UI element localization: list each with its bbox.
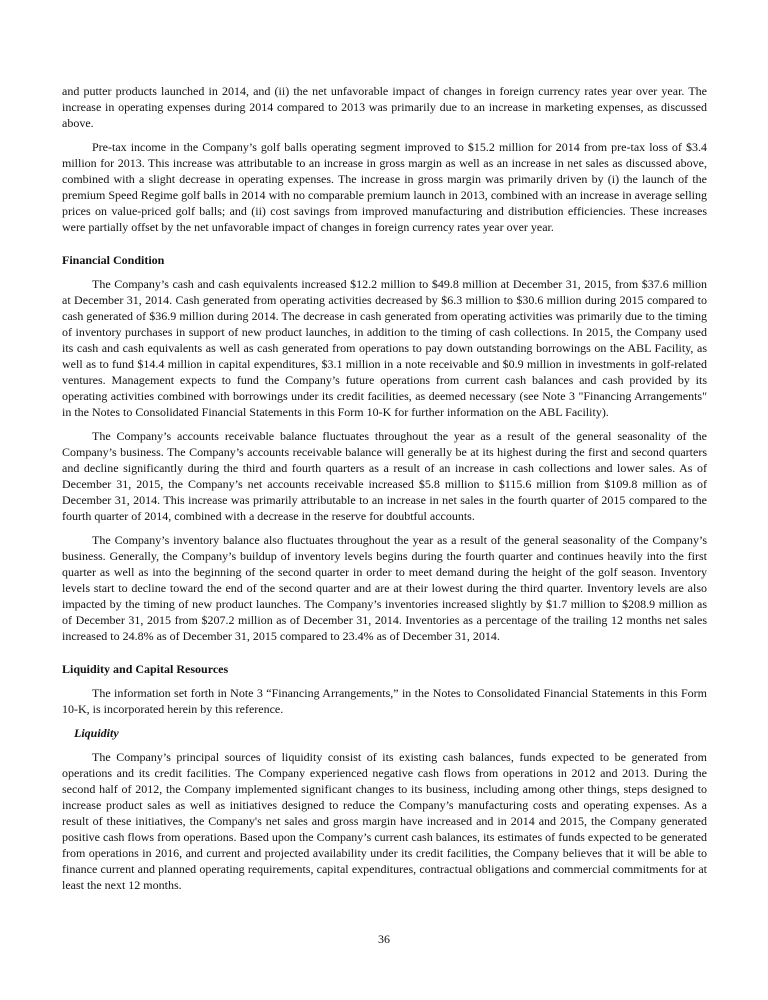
paragraph-inventory: The Company’s inventory balance also fluctuates throughout the year as a result of the general seasonality of the Company’s business. Generally, the Company’s buildup of inventory levels begins during the fourth quarter and continues heavily into the first quarter as well as into the beginning of the second quarter in order to meet demand during the height of the golf season. Inventory levels start to decline toward the end of the second quarter and are at their lowest during the third quarter. Inventory levels are also impacted by the timing of new product launches. The Company’s inventories increased slightly by $1.7 million to $208.9 million as of December 31, 2015 from $207.2 million as of December 31, 2014. Inventories as a percentage of the trailing 12 months net sales increased to 24.8% as of December 31, 2015 compared to 23.4% as of December 31, 2014. (62, 533, 707, 643)
paragraph-golf-balls-pretax: Pre-tax income in the Company’s golf balls operating segment improved to $15.2 million for 2014 from pre-tax loss of $3.4 million for 2013. This increase was attributable to an increase in gross margin as well as an increase in net sales as discussed above, combined with a slight decrease in operating expenses. The increase in gross margin was primarily driven by (i) the launch of the premium Speed Regime golf balls in 2014 with no comparable premium launch in 2013, combined with an increase in average selling prices on value-priced golf balls; and (ii) cost savings from improved manufacturing and distribution efficiencies. These increases were partially offset by the net unfavorable impact of changes in foreign currency rates year over year. (62, 140, 707, 234)
paragraph-financing-note: The information set forth in Note 3 “Financing Arrangements,” in the Notes to Consolidated Financial Statements in this Form 10-K, is incorporated herein by this reference. (62, 686, 707, 716)
document-page (62, 83, 707, 901)
page-number: 36 (378, 932, 390, 946)
paragraph-cash: The Company’s cash and cash equivalents increased $12.2 million to $49.8 million at December 31, 2015, from $37.6 million at December 31, 2014. Cash generated from operating activities decreased by $6.3 million to $30.6 million during 2015 compared to cash generated of $36.9 million during 2014. The decrease in cash generated from operating activities was primarily due to the timing of inventory purchases in support of new product launches, in addition to the timing of cash collections. In 2015, the Company used its cash and cash equivalents as well as cash generated from operations to pay down outstanding borrowings on the ABL Facility, as well as to fund $14.4 million in capital expenditures, $3.1 million in a note receivable and $0.9 million in investments in golf-related ventures. Management expects to fund the Company’s future operations from current cash balances and cash provided by its operating activities combined with borrowings under its credit facilities, as deemed necessary (see Note 3 "Financing Arrangements" in the Notes to Consolidated Financial Statements in this Form 10-K for further information on the ABL Facility). (62, 277, 707, 419)
heading-liquidity-capital: Liquidity and Capital Resources (62, 662, 229, 676)
subheading-liquidity: Liquidity (74, 726, 119, 740)
paragraph-liquidity: The Company’s principal sources of liquidity consist of its existing cash balances, funds expected to be generated from operations and its credit facilities. The Company experienced negative cash flows from operations in 2012 and 2013. During the second half of 2012, the Company implemented significant changes to its business, including among other things, steps designed to increase product sales as well as initiatives designed to reduce the Company’s manufacturing costs and operating expenses. As a result of these initiatives, the Company's net sales and gross margin have increased and in 2014 and 2015, the Company generated positive cash flows from operations. Based upon the Company’s current cash balances, its estimates of funds expected to be generated from operations in 2016, and current and projected availability under its credit facilities, the Company believes that it will be able to finance current and planned operating requirements, capital expenditures, contractual obligations and commercial commitments for at least the next 12 months. (62, 750, 707, 892)
paragraph-continued: and putter products launched in 2014, and (ii) the net unfavorable impact of changes in foreign currency rates year over year. The increase in operating expenses during 2014 compared to 2013 was primarily due to an increase in marketing expenses, as discussed above. (62, 84, 707, 130)
heading-financial-condition: Financial Condition (62, 253, 165, 267)
paragraph-receivables: The Company’s accounts receivable balance fluctuates throughout the year as a result of the general seasonality of the Company’s business. The Company’s accounts receivable balance will generally be at its highest during the first and second quarters and decline significantly during the third and fourth quarters as a result of an increase in cash collections and lower sales. As of December 31, 2015, the Company’s net accounts receivable increased $5.8 million to $115.6 million from $109.8 million as of December 31, 2014. This increase was primarily attributable to an increase in net sales in the fourth quarter of 2015 compared to the fourth quarter of 2014, combined with a decrease in the reserve for doubtful accounts. (62, 429, 707, 523)
